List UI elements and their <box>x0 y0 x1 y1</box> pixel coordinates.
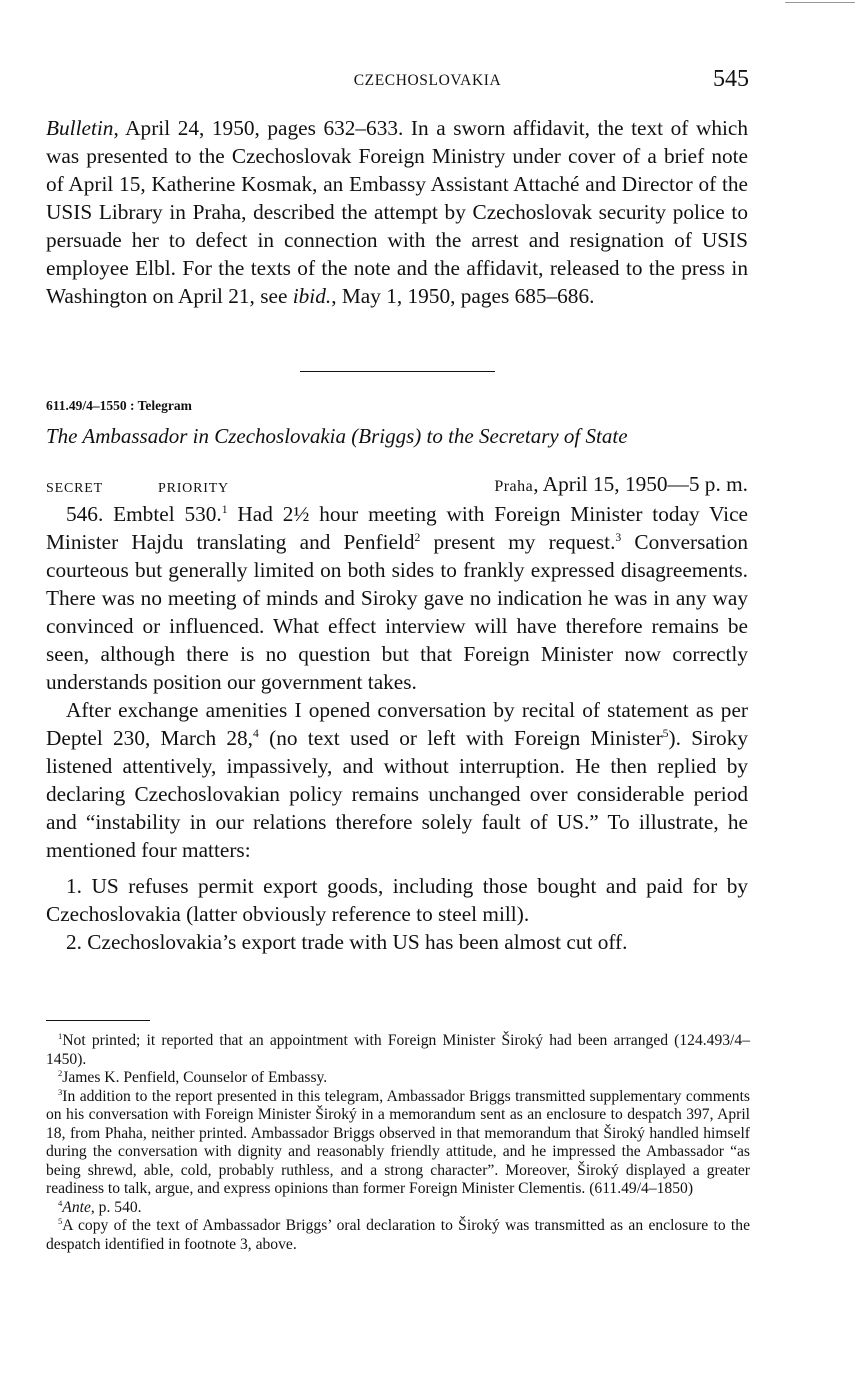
footnote-3-text: In addition to the report presented in this telegram, Ambassador Briggs transmitted supplementary comments on his conversation with Foreign Minister Široký in a memorandum sent as an enclosure to despatch 397, April 18, from Phaha, neither printed. Ambassador Briggs observed in that memorandum that Široký handled himself during the conversation with dignity and reasonably friendly attitude, and he impressed the Ambassador “as being shrewd, able, cold, probably ruthless, and a strong character”. Moreover, Široký displayed a greater readiness to talk, argue, and express opinions than former Foreign Minister Clementis. (611.49/4–1850) <box>46 1087 750 1197</box>
precedence-label: PRIORITY <box>158 481 229 496</box>
top-edge-rule <box>785 2 855 3</box>
section-separator <box>300 371 495 372</box>
footnote-4-text: , p. 540. <box>90 1198 142 1216</box>
p1-text-a: 546. Embtel 530. <box>66 502 222 526</box>
p2-text-c: ). Siroky listened attentively, impassively, and without interruption. He then replied by declaring Czechoslovakian policy remains unchanged over considerable period and “instability in our relations therefore solely fault of US.” To illustrate, he mentioned four matters: <box>46 726 749 862</box>
footnote-ref-5: 5 <box>662 726 669 740</box>
footnote-2 <box>46 1069 750 1088</box>
footnote-3 <box>46 1088 750 1199</box>
footnote-4-mark: 4 <box>58 1197 63 1208</box>
footnote-5-text: A copy of the text of Ambassador Briggs’ oral declaration to Široký was transmitted as an enclosure to the despatch identified in footnote 3, above. <box>46 1217 750 1253</box>
footnote-separator <box>46 1020 150 1021</box>
classification-label: SECRET <box>46 481 103 496</box>
footnote-5 <box>46 1217 750 1254</box>
footnote-ref-4: 4 <box>253 726 259 740</box>
paragraph-2 <box>46 696 748 864</box>
footnote-5-mark: 5 <box>58 1215 63 1226</box>
footnote-1-text: Not printed; it reported that an appointment with Foreign Minister Široký had been arranged (124.493/4–1450). <box>46 1032 750 1068</box>
intro-text-end: , May 1, 1950, pages 685–686. <box>331 284 595 308</box>
footnote-1-mark: 1 <box>58 1030 63 1041</box>
dateline <box>494 472 748 497</box>
page-number: 545 <box>713 66 749 92</box>
p2-text-a: After exchange amenities I opened conversation by recital of statement as per Deptel 230, March 28, <box>46 698 748 750</box>
journal-name: Bulletin <box>46 116 114 140</box>
telegram-header-line <box>46 472 748 500</box>
ibid-reference: ibid. <box>292 284 332 308</box>
p1-text-c: present my request. <box>420 530 616 554</box>
footnote-1 <box>46 1032 750 1069</box>
p1-text-d: Conversation courteous but generally limited on both sides to frankly expressed disagreements. There was no meeting of minds and Siroky gave no indication he was in any way convinced or influenced. What effect interview will have therefore remains be seen, although there is no question but that Foreign Minister now correctly understands position our government takes. <box>46 530 748 694</box>
intro-paragraph <box>46 114 748 310</box>
telegram-body <box>46 500 748 956</box>
list-item-2: 2. Czechoslovakia’s export trade with US has been almost cut off. <box>66 930 628 954</box>
footnote-2-text: James K. Penfield, Counselor of Embassy. <box>62 1069 328 1086</box>
paragraph-1 <box>46 500 748 696</box>
running-head <box>0 68 855 96</box>
p1-text-b: Had 2½ hour meeting with Foreign Minister today Vice Minister Hajdu translating and Penfield <box>46 502 749 554</box>
running-head-title: CZECHOSLOVAKIA <box>353 72 502 89</box>
footnote-ref-3: 3 <box>615 530 622 544</box>
footnote-4 <box>46 1199 750 1218</box>
intro-text: , April 24, 1950, pages 632–633. In a sworn affidavit, the text of which was presented to the Czechoslovak Foreign Ministry under cover of a brief note of April 15, Katherine Kosmak, an Embassy Assistant Attaché and Director of the USIS Library in Praha, described the attempt by Czechoslovak security police to persuade her to defect in connection with the arrest and resignation of USIS employee Elbl. For the texts of the note and the affidavit, released to the press in Washington on April 21, see <box>46 116 748 308</box>
p2-text-b: (no text used or left with Foreign Minister <box>258 726 663 750</box>
footnote-2-mark: 2 <box>58 1067 63 1078</box>
footnote-ref-1: 1 <box>221 502 228 516</box>
footnotes <box>46 1032 750 1254</box>
dateline-date: , April 15, 1950—5 p. m. <box>533 472 748 496</box>
footnote-3-mark: 3 <box>58 1086 63 1097</box>
footnote-4-prefix: Ante <box>62 1198 91 1216</box>
file-reference: 611.49/4–1550 : Telegram <box>46 398 192 413</box>
document-heading: The Ambassador in Czechoslovakia (Briggs) to the Secretary of State <box>46 424 628 448</box>
list-item-1: 1. US refuses permit export goods, including those bought and paid for by Czechoslovakia (latter obviously reference to steel mill). <box>46 874 748 926</box>
footnote-ref-2: 2 <box>414 530 421 544</box>
dateline-place: Praha <box>494 478 534 495</box>
